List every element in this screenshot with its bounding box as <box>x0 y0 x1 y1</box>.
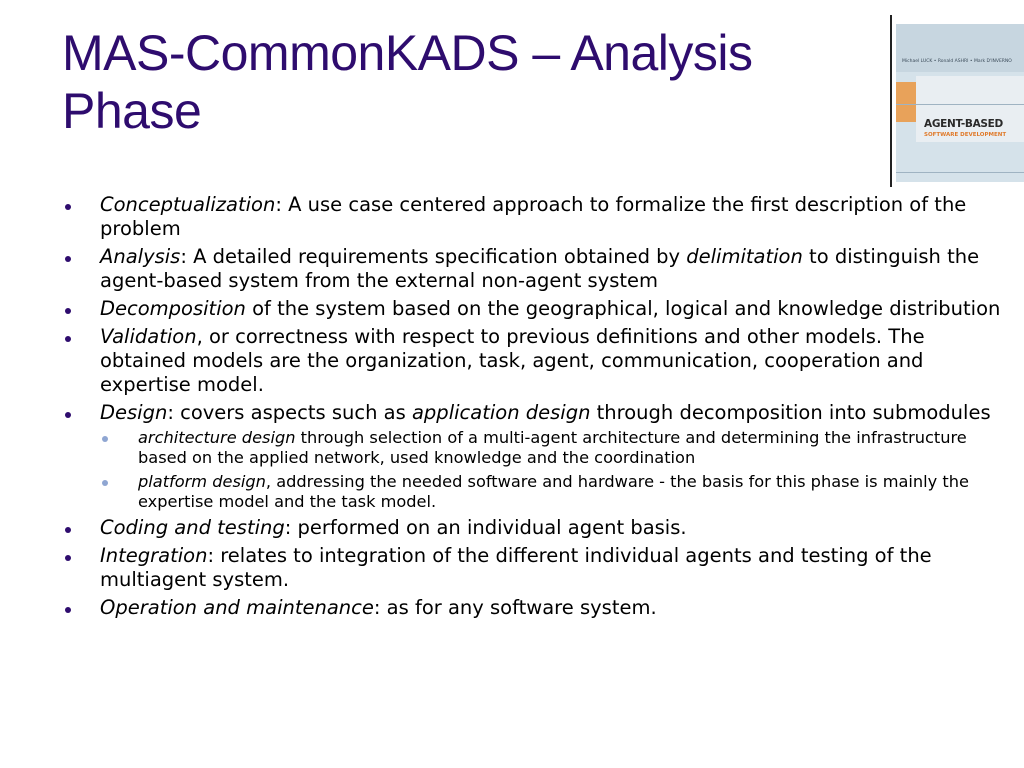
bullet-conceptualization <box>62 193 1012 241</box>
book-divider-line <box>890 15 892 187</box>
bullet-operation-and-maintenance <box>62 596 1012 620</box>
bullet-text: , or correctness with respect to previous definitions and other models. The obtained models are the organization, task, agent, communication, cooperation and expertise model. <box>100 325 925 396</box>
sub-bullet-text: through selection of a multi-agent architecture and determining the infrastructure based on the applied network, used knowledge and the coordination <box>138 428 967 467</box>
bullet-design <box>62 401 1012 512</box>
bullet-text: to distinguish the agent-based system from the external non-agent system <box>100 245 980 292</box>
bullet-coding-and-testing <box>62 516 1012 540</box>
bullet-validation <box>62 325 1012 397</box>
book-cover-subtitle: SOFTWARE DEVELOPMENT <box>924 132 1007 138</box>
bullet-list <box>62 193 1012 624</box>
sub-bullet-text: , addressing the needed software and hardware - the basis for this phase is mainly the expertise model and the task model. <box>138 472 969 511</box>
sub-bullet-platform-design <box>100 472 1012 512</box>
sub-bullet-architecture-design <box>100 428 1012 468</box>
bullet-integration <box>62 544 1012 592</box>
sub-bullet-list <box>100 428 1012 512</box>
bullet-term: delimitation <box>686 245 803 268</box>
sub-bullet-term: platform design <box>138 472 266 491</box>
bullet-text: : as for any software system. <box>373 596 657 619</box>
book-cover-top-band <box>896 24 1024 72</box>
bullet-term: Operation and maintenance <box>100 596 374 619</box>
bullet-term: Validation <box>100 325 197 348</box>
bullet-text: : performed on an individual agent basis. <box>284 516 687 539</box>
bullet-text: : covers aspects such as <box>167 401 412 424</box>
bullet-text: : relates to integration of the different individual agents and testing of the multiagent system. <box>100 544 932 591</box>
book-cover-title: AGENT-BASED <box>924 118 1003 130</box>
bullet-decomposition <box>62 297 1012 321</box>
book-cover-authors: Michael LUCK • Ronald ASHRI • Mark D'INVERNO <box>902 59 1012 64</box>
bullet-term: Coding and testing <box>100 516 285 539</box>
book-cover-image <box>896 24 1024 182</box>
bullet-term: Conceptualization <box>100 193 276 216</box>
bullet-term: Design <box>100 401 168 424</box>
slide-title-line-2: Phase <box>62 83 202 139</box>
slide-title <box>62 24 862 140</box>
bullet-term: application design <box>411 401 591 424</box>
bullet-text: of the system based on the geographical, logical and knowledge distribution <box>245 297 1001 320</box>
bullet-analysis <box>62 245 1012 293</box>
bullet-text: : A use case centered approach to formalize the first description of the problem <box>100 193 967 240</box>
sub-bullet-term: architecture design <box>138 428 296 447</box>
bullet-text: : A detailed requirements specification obtained by <box>180 245 687 268</box>
book-cover-rule <box>896 172 1024 173</box>
bullet-term: Integration <box>100 544 208 567</box>
slide-title-line-1: MAS-CommonKADS – Analysis <box>62 25 753 81</box>
bullet-text: through decomposition into submodules <box>590 401 991 424</box>
bullet-term: Analysis <box>100 245 181 268</box>
bullet-term: Decomposition <box>100 297 246 320</box>
book-cover-rule <box>896 104 1024 105</box>
